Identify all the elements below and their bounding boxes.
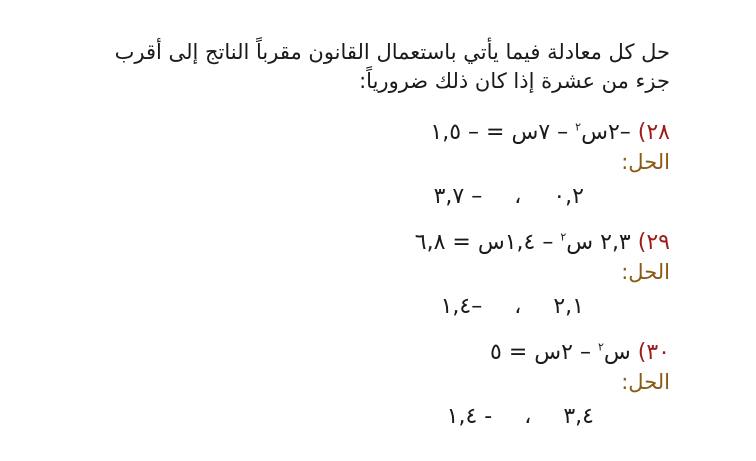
answer-separator: ، — [524, 404, 532, 429]
solution-label: الحل: — [621, 260, 670, 284]
equation-part: – ١,٤س = ٦,٨ — [414, 230, 561, 255]
problem-30 — [250, 338, 670, 432]
answer-value: - ١,٤ — [446, 404, 493, 429]
problem-number: ٢٩) — [637, 230, 670, 255]
equation-part: –٢س — [581, 120, 631, 145]
solution-answers — [250, 182, 670, 212]
equation-part: ٢,٣ س — [566, 230, 631, 255]
equation — [250, 118, 670, 148]
equation-part: – ٧س = – ١,٥ — [430, 120, 576, 145]
equation — [250, 228, 670, 258]
solution-answers — [250, 292, 670, 322]
solution-answers — [250, 402, 670, 432]
answer-separator: ، — [514, 184, 522, 209]
answer-value: – ٣,٧ — [433, 184, 483, 209]
equation-part: – ٢س = ٥ — [490, 340, 598, 365]
answer-value: ٠,٢ — [553, 184, 584, 209]
solution-label: الحل: — [621, 370, 670, 394]
answer-separator: ، — [514, 294, 522, 319]
instructions-text: حل كل معادلة فيما يأتي باستعمال القانون مقرباً الناتج إلى أقرب جزء من عشرة إذا كان ذلك ضرورياً: — [114, 40, 670, 93]
equation-part: س — [603, 340, 631, 365]
problem-number: ٢٨) — [637, 120, 670, 145]
equation — [250, 338, 670, 368]
problem-28 — [250, 118, 670, 212]
solution-label: الحل: — [621, 150, 670, 174]
answer-value: –١,٤ — [440, 294, 483, 319]
exponent: ٢ — [575, 120, 582, 134]
answer-value: ٢,١ — [553, 294, 584, 319]
exponent: ٢ — [560, 230, 567, 244]
problem-number: ٣٠) — [637, 340, 670, 365]
problem-29 — [250, 228, 670, 322]
answer-value: ٣,٤ — [563, 404, 594, 429]
exponent: ٢ — [597, 340, 604, 354]
